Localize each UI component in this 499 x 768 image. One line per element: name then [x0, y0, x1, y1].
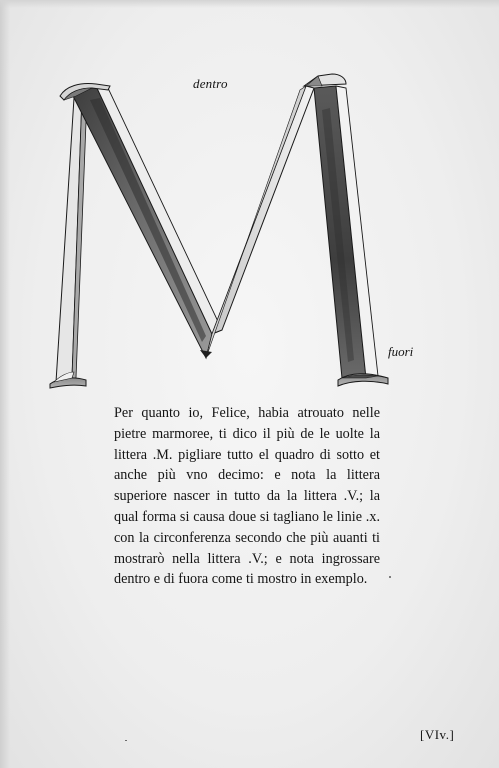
bottom-left-serif — [50, 372, 86, 388]
page-number: [VIv.] — [420, 727, 455, 742]
left-thick-diagonal — [70, 86, 222, 358]
top-right-serif — [304, 74, 346, 86]
paper-speck — [389, 576, 391, 578]
left-thin-stem — [56, 96, 87, 384]
label-fuori: fuori — [388, 344, 414, 359]
paper-speck — [125, 740, 127, 741]
body-paragraph: Per quanto io, Felice, habia atrouato nelle pietre marmoree, ti dico il più de le uolte la littera .M. pigliare tutto el quadro di sotto et anche più vno decimo: e nota la littera superiore nascer in tutto da la littera .V.; la qual forma si causa doue si tagliano le linie .x. con la circonferenza secondo che più auanti ti mostrarò nella littera .V.; e nota ingrossare dentro e di fuora come ti mostro in exemplo. — [114, 405, 380, 588]
right-thick-stem — [314, 86, 378, 378]
right-thin-diagonal — [206, 86, 314, 358]
vertex-tip — [200, 350, 212, 358]
label-dentro: dentro — [193, 76, 228, 91]
